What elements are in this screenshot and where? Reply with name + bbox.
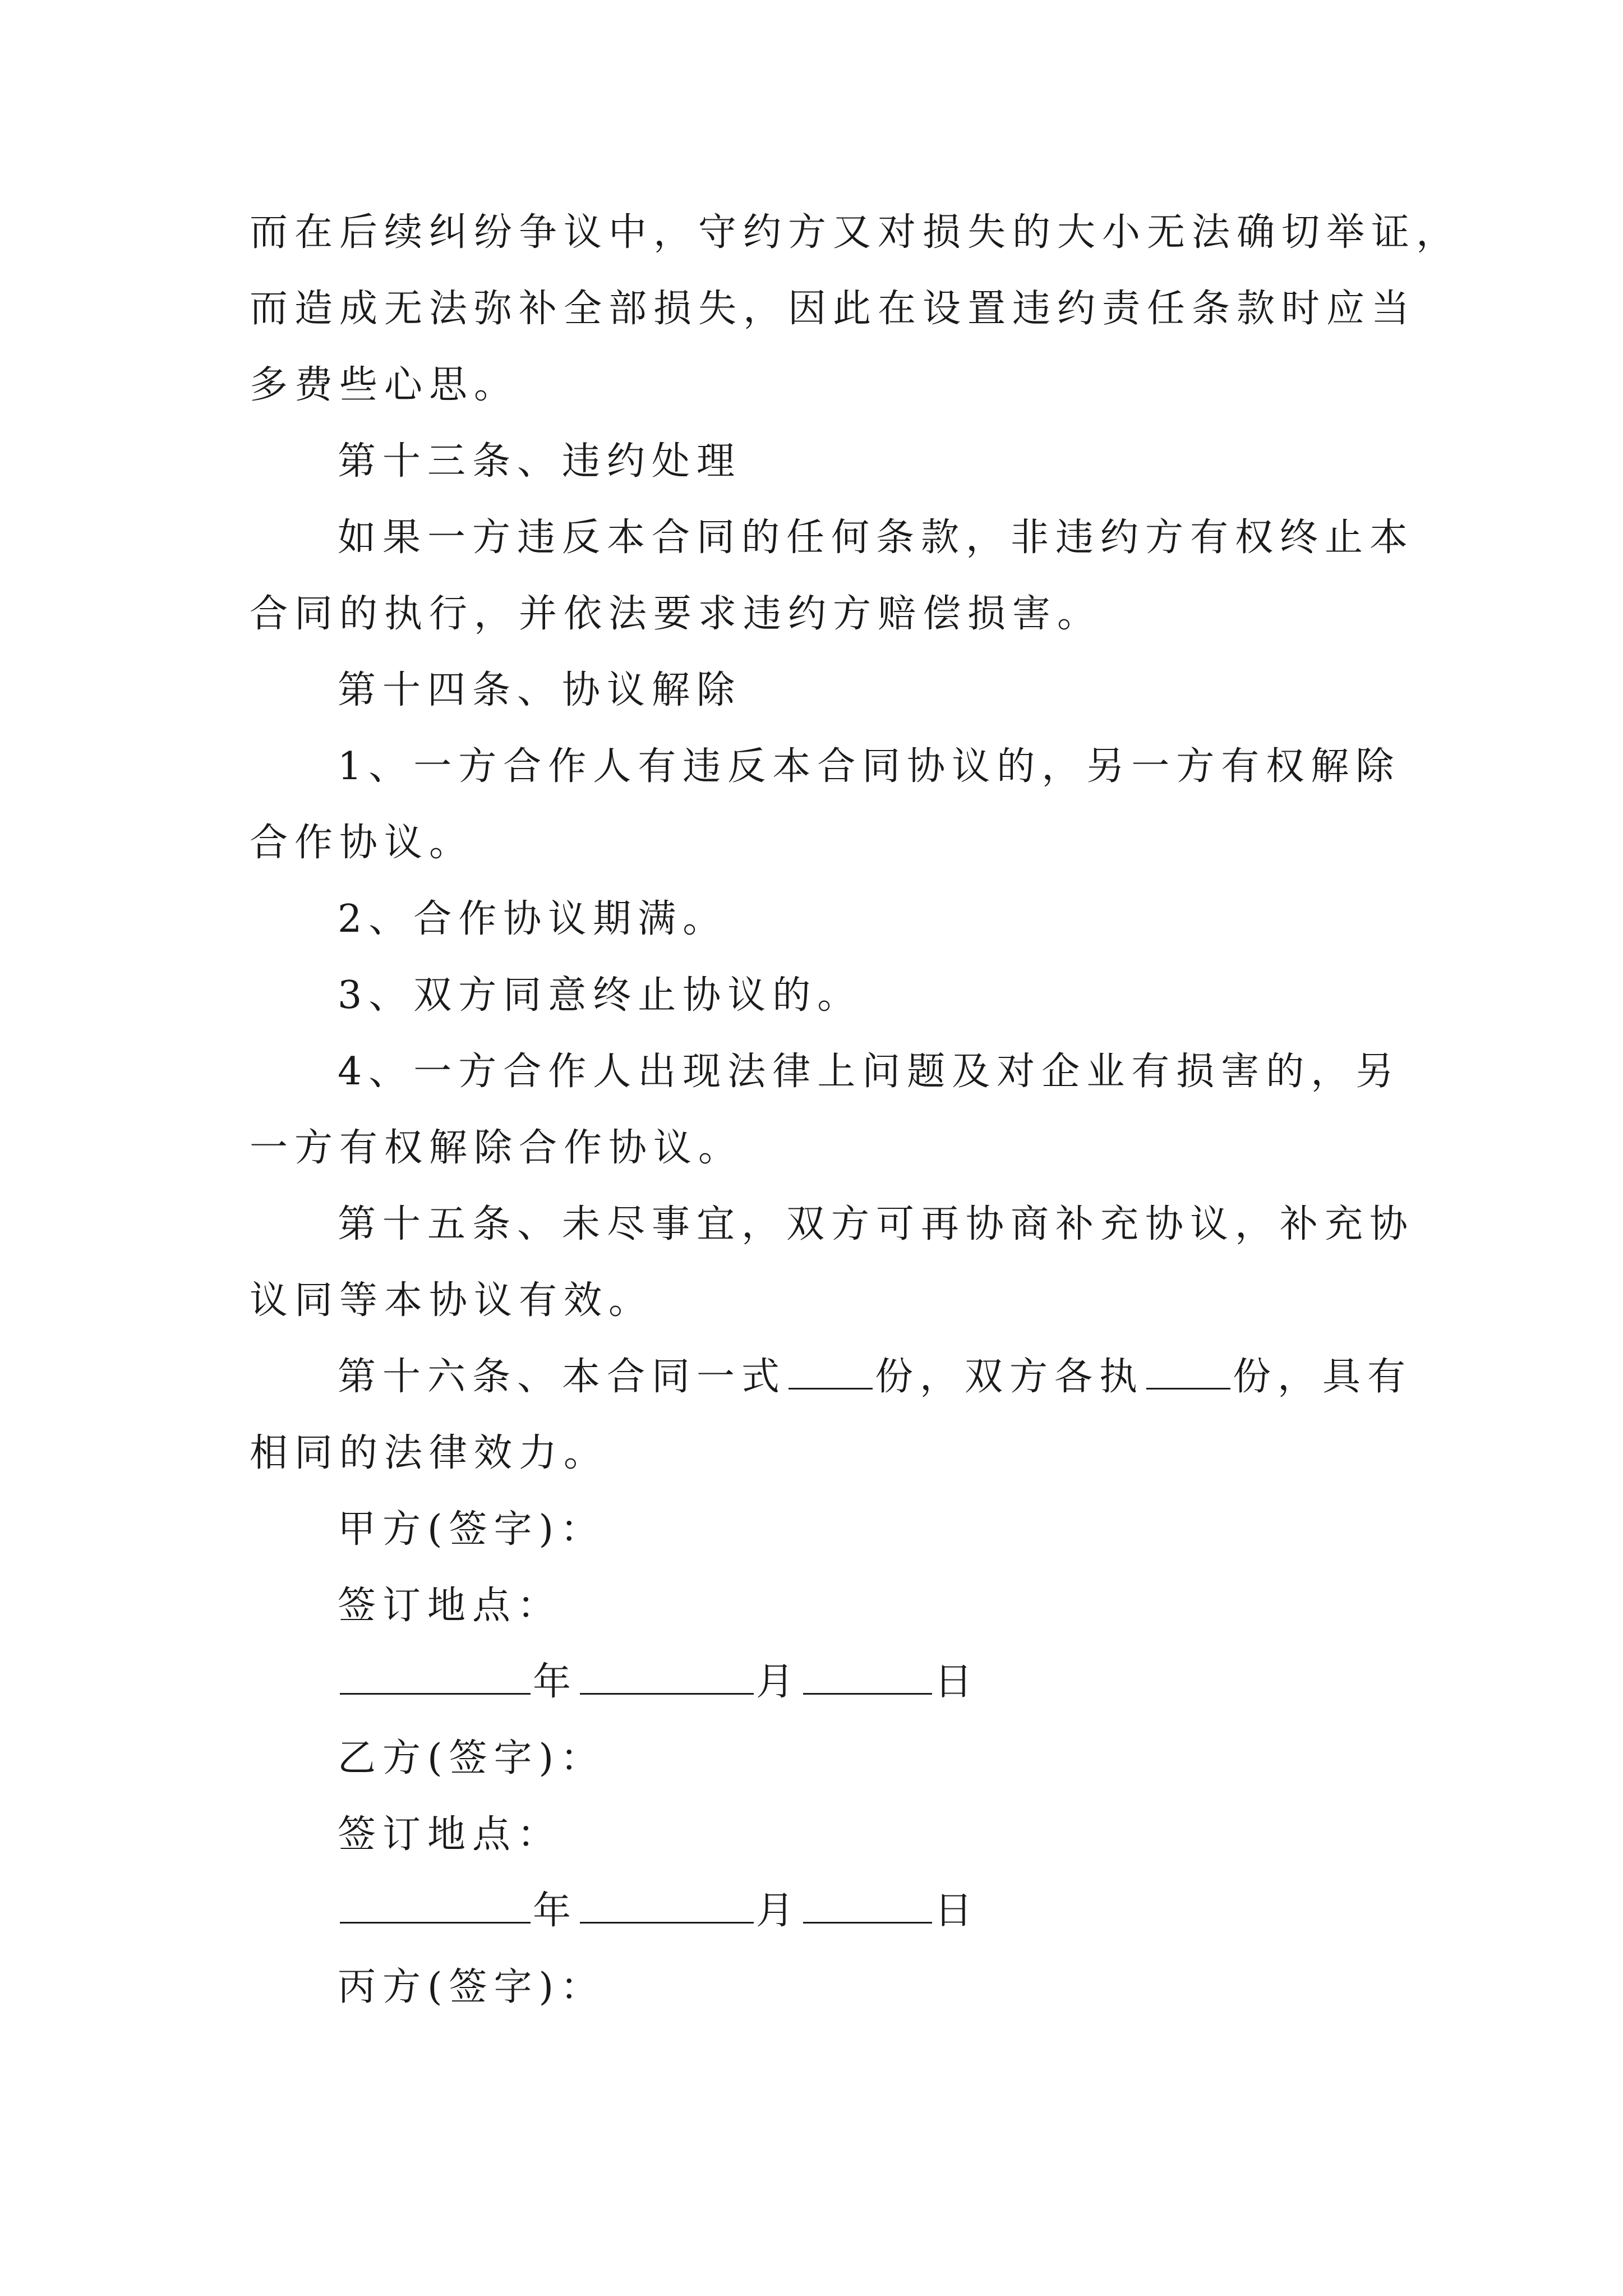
paragraph-line: 合作协议。 [250, 821, 474, 865]
party-a-place: 签订地点： [338, 1584, 562, 1628]
party-a-signature: 甲方(签字)： [338, 1507, 606, 1552]
year-label: 年 [533, 1660, 578, 1704]
party-a-date [338, 1657, 979, 1708]
paragraph-line: 议同等本协议有效。 [250, 1278, 654, 1323]
party-b-date [338, 1885, 979, 1937]
paragraph-line: 而在后续纠纷争议中，守约方又对损失的大小无法确切举证， [250, 210, 1461, 255]
paragraph-line: 相同的法律效力。 [250, 1431, 609, 1475]
day-label: 日 [934, 1889, 980, 1933]
list-item: 1、一方合作人有违反本合同协议的，另一方有权解除 [338, 744, 1401, 789]
list-item: 4、一方合作人出现法律上问题及对企业有损害的，另 [338, 1050, 1401, 1094]
copies-blank-each[interactable] [1146, 1352, 1230, 1389]
paragraph-line: 如果一方违反本合同的任何条款，非违约方有权终止本 [338, 516, 1415, 560]
party-c-signature: 丙方(签字)： [338, 1965, 606, 2009]
day-blank[interactable] [803, 1886, 932, 1924]
paragraph-line: 一方有权解除合作协议。 [250, 1126, 744, 1170]
list-item: 3、双方同意终止协议的。 [338, 973, 863, 1018]
paragraph-line: 合同的执行，并依法要求违约方赔偿损害。 [250, 592, 1103, 636]
copies-text-2: 份，双方各执 [875, 1355, 1145, 1399]
paragraph-line: 多费些心思。 [250, 363, 519, 407]
day-label: 日 [934, 1660, 980, 1704]
copies-text-1: 第十六条、本合同一式 [338, 1355, 787, 1399]
copies-text-3: 份，具有 [1233, 1355, 1413, 1399]
article-heading: 第十五条、未尽事宜，双方可再协商补充协议，补充协 [338, 1202, 1415, 1246]
month-blank[interactable] [580, 1886, 754, 1924]
month-blank[interactable] [580, 1657, 754, 1695]
paragraph-line: 而造成无法弥补全部损失，因此在设置违约责任条款时应当 [250, 287, 1417, 331]
article-heading: 第十四条、协议解除 [338, 668, 742, 712]
party-b-signature: 乙方(签字)： [338, 1736, 606, 1780]
day-blank[interactable] [803, 1657, 932, 1695]
year-label: 年 [533, 1889, 578, 1933]
copies-clause [338, 1351, 1412, 1403]
article-heading: 第十三条、违约处理 [338, 439, 742, 484]
year-blank[interactable] [340, 1657, 531, 1695]
year-blank[interactable] [340, 1886, 531, 1924]
copies-blank-total[interactable] [789, 1352, 873, 1389]
list-item: 2、合作协议期满。 [338, 897, 728, 941]
party-b-place: 签订地点： [338, 1812, 562, 1857]
month-label: 月 [756, 1660, 801, 1704]
month-label: 月 [756, 1889, 801, 1933]
